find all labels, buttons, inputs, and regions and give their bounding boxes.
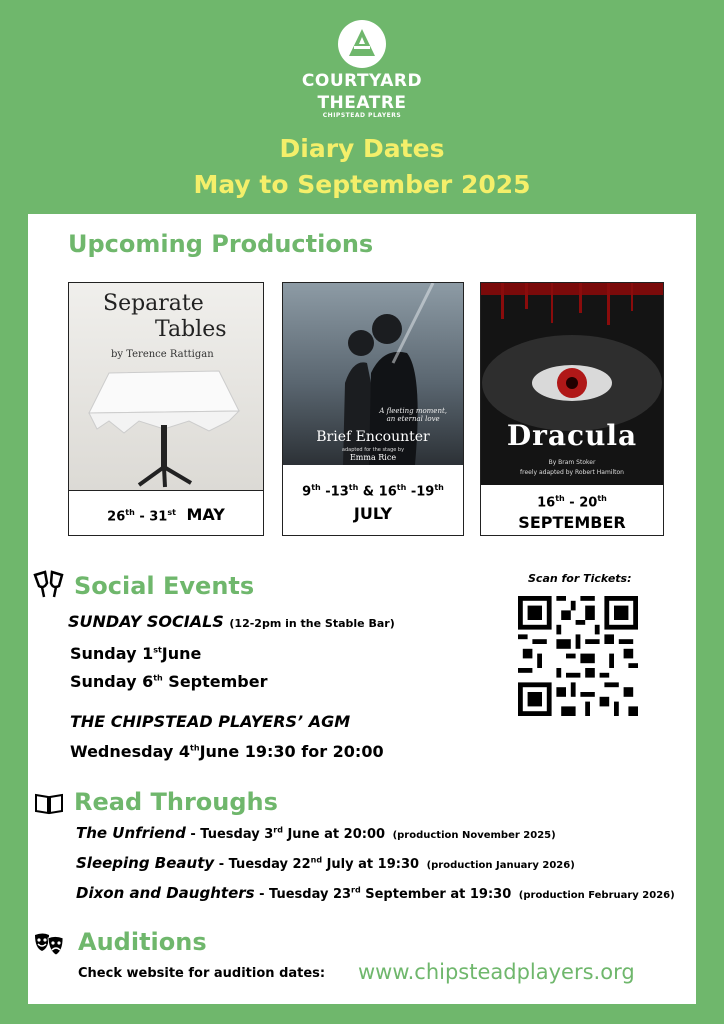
page-title: Diary Dates [279, 134, 445, 163]
scan-for-tickets-label: Scan for Tickets: [528, 572, 632, 585]
theatre-logo [0, 20, 724, 119]
website-link[interactable]: www.chipsteadplayers.org [358, 960, 635, 984]
dracula-credit-2: freely adapted by Robert Hamilton [520, 469, 624, 476]
theatre-logo-icon [338, 20, 386, 68]
sunday-socials-line: SUNDAY SOCIALS (12-2pm in the Stable Bar) [68, 612, 395, 631]
poster-brief-encounter[interactable] [282, 282, 464, 536]
separate-tables-title-line2: Tables [155, 317, 227, 342]
upcoming-productions-heading: Upcoming Productions [68, 230, 374, 258]
dracula-credit-1: By Bram Stoker [548, 459, 596, 466]
separate-tables-byline: by Terence Rattigan [111, 349, 214, 360]
auditions-text: Check website for audition dates: [78, 966, 326, 981]
qr-code-icon[interactable] [518, 596, 638, 716]
agm-label: THE CHIPSTEAD PLAYERS’ AGM [70, 712, 351, 731]
brief-encounter-artwork [283, 283, 463, 465]
brief-encounter-title: Brief Encounter [316, 429, 430, 445]
logo-line-chipstead-players: CHIPSTEAD PLAYERS [322, 112, 402, 119]
dracula-dates: 16th - 20th SEPTEMBER [518, 494, 626, 533]
readthrough-item: Dixon and Daughters - Tuesday 23rd September at 19:30 (production February 2026) [76, 884, 675, 902]
separate-tables-title-line1: Separate [103, 291, 204, 316]
open-book-icon [34, 792, 64, 816]
sunday-social-date-2: Sunday 6th September [70, 672, 268, 691]
brief-encounter-credit-name: Emma Rice [349, 453, 397, 462]
separate-tables-dates: 26th - 31st MAY [69, 490, 263, 535]
readthrough-item: Sleeping Beauty - Tuesday 22nd July at 19:30 (production January 2026) [76, 854, 575, 872]
brief-encounter-dates: 9th -13th & 16th -19th JULY [302, 483, 444, 524]
logo-line-courtyard: COURTYARD [301, 71, 423, 91]
blood-eye-icon [481, 283, 663, 485]
table-icon [69, 363, 263, 491]
separate-tables-artwork [69, 283, 263, 491]
content-panel [28, 214, 696, 1004]
social-events-heading: Social Events [74, 572, 255, 600]
page-subtitle: May to September 2025 [193, 170, 531, 199]
agm-date: Wednesday 4thJune 19:30 for 20:00 [70, 742, 384, 761]
dracula-artwork [481, 283, 663, 485]
logo-line-theatre: THEATRE [317, 93, 407, 113]
read-throughs-heading: Read Throughs [74, 788, 278, 816]
sunday-social-date-1: Sunday 1stJune [70, 644, 202, 663]
brief-encounter-tagline: A fleeting moment, an eternal love [379, 407, 447, 423]
auditions-heading: Auditions [78, 928, 207, 956]
dracula-title: Dracula [506, 419, 638, 452]
brief-encounter-credit-small: adapted for the stage by [341, 447, 405, 453]
readthrough-item: The Unfriend - Tuesday 3rd June at 20:00 (production November 2025) [76, 824, 556, 842]
cheers-glasses-icon [32, 570, 68, 600]
poster-separate-tables[interactable] [68, 282, 264, 536]
poster-dracula[interactable] [480, 282, 664, 536]
theatre-masks-icon [34, 932, 64, 958]
